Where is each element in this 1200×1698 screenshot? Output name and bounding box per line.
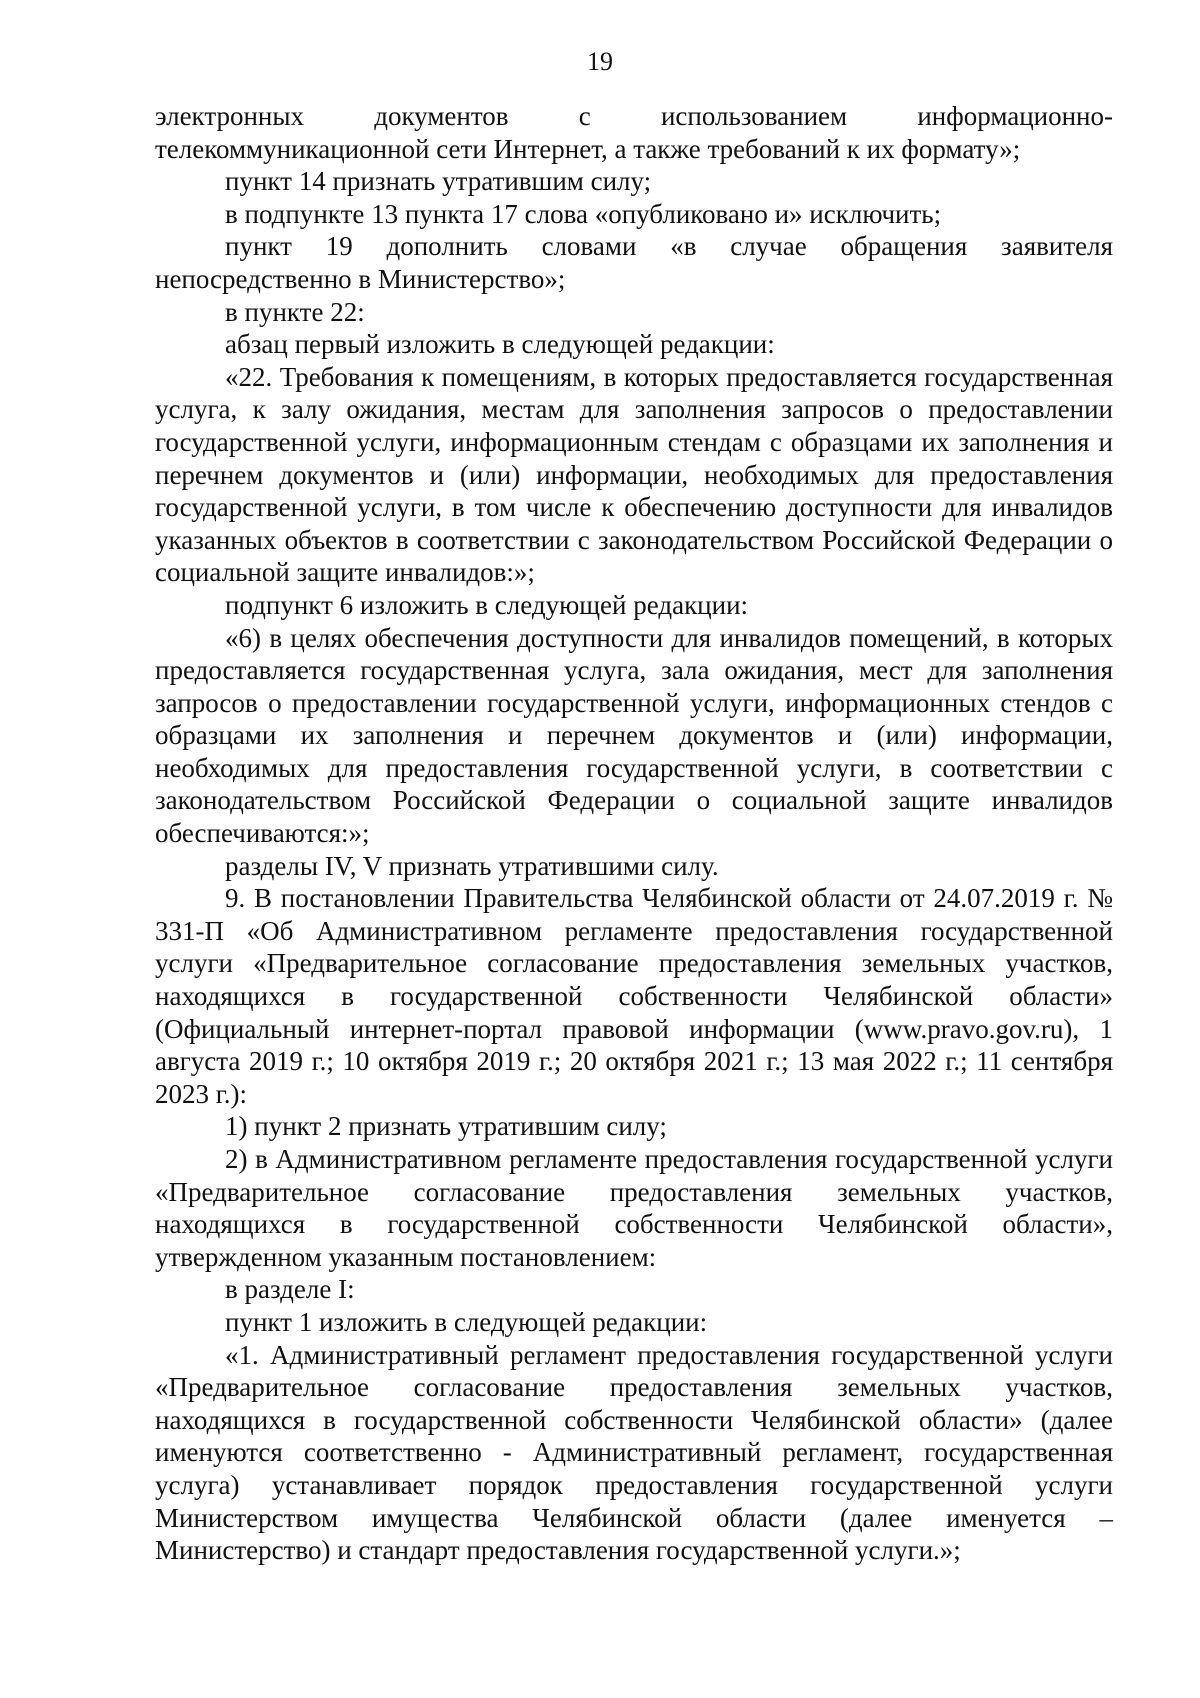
paragraph: «1. Административный регламент предоставления государственной услуги «Предварительное согласование предоставления земельных участков, находящихся в государственной собственности Челябинской области» (далее именуются соответственно - Административный регламент, государственная услуга) устанавливает порядок предоставления государственной услуги Министерством имущества Челябинской области (далее именуется – Министерство) и стандарт предоставления государственной услуги.»; bbox=[155, 1339, 1113, 1566]
paragraph: пункт 14 признать утратившим силу; bbox=[225, 166, 652, 197]
paragraph: 1) пункт 2 признать утратившим силу; bbox=[225, 1111, 667, 1142]
paragraph: «22. Требования к помещениям, в которых предоставляется государственная услуга, к залу ожидания, местам для заполнения запросов о предоставлении государственной услуги, информационным стендам с образцами их заполнения и перечнем документов и (или) информации, необходимых для предоставления государственной услуги, в том числе к обеспечению доступности для инвалидов указанных объектов в соответствии с законодательством Российской Федерации о социальной защите инвалидов:»; bbox=[155, 361, 1113, 588]
paragraph: подпункт 6 изложить в следующей редакции: bbox=[225, 589, 749, 620]
paragraph: в подпункте 13 пункта 17 слова «опубликовано и» исключить; bbox=[225, 198, 942, 229]
paragraph: 9. В постановлении Правительства Челябинской области от 24.07.2019 г. № 331-П «Об Административном регламенте предоставления государственной услуги «Предварительное согласование предоставления земельных участков, находящихся в государственной собственности Челябинской области» (Официальный интернет-портал правовой информации (www.pravo.gov.ru), 1 августа 2019 г.; 10 октября 2019 г.; 20 октября 2021 г.; 13 мая 2022 г.; 11 сентября 2023 г.): bbox=[155, 883, 1113, 1109]
paragraph: 2) в Административном регламенте предоставления государственной услуги «Предварительное согласование предоставления земельных участков, находящихся в государственной собственности Челябинской области», утвержденном указанным постановлением: bbox=[155, 1144, 1113, 1272]
paragraph: «6) в целях обеспечения доступности для инвалидов помещений, в которых предоставляется государственная услуга, зала ожидания, мест для заполнения запросов о предоставлении государственной услуги, информационных стендов с образцами их заполнения и перечнем документов и (или) информации, необходимых для предоставления государственной услуги, в соответствии с законодательством Российской Федерации о социальной защите инвалидов обеспечиваются:»; bbox=[155, 622, 1113, 849]
paragraph: в пункте 22: bbox=[225, 296, 365, 327]
paragraph: пункт 19 дополнить словами «в случае обращения заявителя непосредственно в Министерство»; bbox=[155, 231, 1113, 294]
paragraph: в разделе I: bbox=[225, 1274, 355, 1305]
paragraph: пункт 1 изложить в следующей редакции: bbox=[225, 1306, 708, 1337]
paragraph: электронных документов с использованием информационно-телекоммуникационной сети Интернет, а также требований к их формату»; bbox=[155, 101, 1113, 164]
document-body bbox=[155, 100, 1113, 1567]
paragraph: разделы IV, V признать утратившими силу. bbox=[225, 850, 719, 881]
paragraph: абзац первый изложить в следующей редакции: bbox=[225, 329, 775, 360]
page-number: 19 bbox=[587, 47, 613, 76]
